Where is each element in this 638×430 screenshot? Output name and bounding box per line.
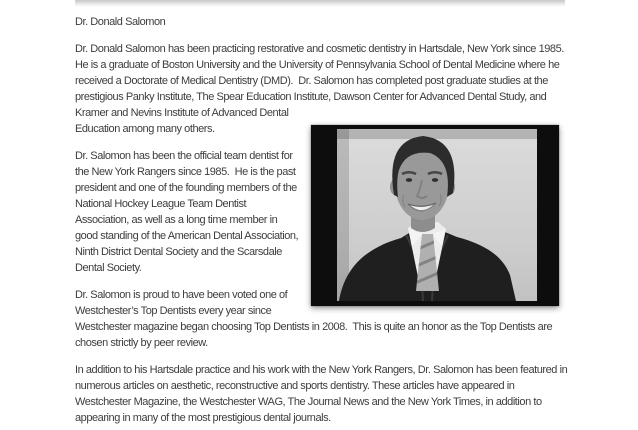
bio-paragraph-1 — [75, 41, 572, 137]
page-top-edge-shadow — [75, 0, 565, 7]
portrait-photo-image — [311, 125, 559, 306]
bio-paragraph-4 — [75, 362, 572, 426]
bio-paragraph-4-text: In addition to his Hartsdale practice and his work with the New York Rangers, Dr. Salomon has been featured in numerous articles on aesthetic, reconstructive and sports dentistry. These articles have appeared in Westchester Magazine, the Westchester WAG, The Journal News and the New York Times, in addition to appearing in many of the most prestigious dental journals. — [75, 364, 570, 424]
portrait-photo — [299, 107, 572, 319]
document-body — [75, 14, 572, 430]
document-title: Dr. Donald Salomon — [75, 16, 166, 28]
bio-paragraph-1-text: Dr. Donald Salomon has been practicing restorative and cosmetic dentistry in Hartsdale, New York since 1985. He is a graduate of Boston University and the University of Pennsylvania School of Dental Medicine where he received a Doctorate of Medical Dentistry (DMD). Dr. Salomon has completed post graduate studies at the prestigious Panky Institute, The Spear Education Institute, Dawson Center for Advanced Dental Study, and Kramer and Nevins Institute of Advanced Dental Education among many others. — [75, 43, 570, 135]
bio-paragraph-2-text: Dr. Salomon has been the official team dentist for the New York Rangers since 1985. He is the past president and one of the founding members of the National Hockey League Team Dentist Association, as well as a long time member in good standing of the American Dental Association, Ninth District Dental Society and the Scarsdale Dental Society. — [75, 150, 301, 274]
bio-paragraph-3-text: Dr. Salomon is proud to have been voted one of Westchester’s Top Dentists every year since Westchester magazine began choosing Top Dentists in 2008. This is quite an honor as the Top Dentists are chosen strictly by peer review. — [75, 289, 555, 349]
